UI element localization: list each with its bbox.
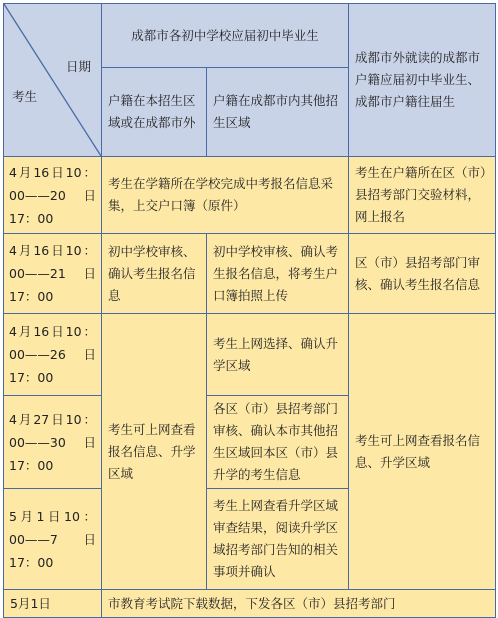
outside-query-cell: 考生可上网查看报名信息、升学区域	[349, 314, 496, 590]
outside-review-cell: 区（市）县招考部门审核、确认考生报名信息	[349, 234, 496, 314]
local-registration-header: 户籍在本招生区域或在成都市外	[102, 68, 207, 157]
diagonal-line	[4, 4, 101, 156]
chengdu-school-graduates-header: 成都市各初中学校应届初中毕业生	[102, 4, 349, 68]
schedule-table	[3, 3, 496, 618]
date-cell-row-6: 5月1日	[4, 590, 102, 618]
date-cell-row-3: 4月16日10： 00——26 日 17：00	[4, 314, 102, 396]
date-cell-row-2: 4月16日10： 00——21 日 17：00	[4, 234, 102, 314]
select-area-cell: 考生上网选择、确认升学区域	[207, 314, 349, 396]
other-school-review-cell: 初中学校审核、确认考生报名信息，将考生户口簿拍照上传	[207, 234, 349, 314]
outside-students-header: 成都市外就读的成都市户籍应届初中毕业生、成都市户籍往届生	[349, 4, 496, 157]
local-query-cell: 考生可上网查看报名信息、升学区域	[102, 314, 207, 590]
date-cell-row-5: 5月1日10： 00——7 日 17：00	[4, 489, 102, 590]
outside-register-cell: 考生在户籍所在区（市）县招考部门交验材料，网上报名	[349, 157, 496, 234]
review-result-cell: 考生上网查看升学区域审查结果，阅读升学区域招考部门告知的相关事项并确认	[207, 489, 349, 590]
corner-student-label: 考生	[12, 89, 38, 104]
other-area-registration-header: 户籍在成都市内其他招生区域	[207, 68, 349, 157]
local-school-review-cell: 初中学校审核、确认考生报名信息	[102, 234, 207, 314]
info-collection-cell: 考生在学籍所在学校完成中考报名信息采集，上交户口簿（原件）	[102, 157, 349, 234]
date-cell-row-1: 4月16日10： 00——20 日 17：00	[4, 157, 102, 234]
data-download-cell: 市教育考试院下载数据，下发各区（市）县招考部门	[102, 590, 496, 618]
date-cell-row-4: 4月27日10： 00——30 日 17：00	[4, 396, 102, 489]
corner-header-cell	[4, 4, 102, 157]
district-review-cell: 各区（市）县招考部门审核、确认本市其他招生区域回本区（市）县升学的考生信息	[207, 396, 349, 489]
corner-date-label: 日期	[65, 59, 91, 74]
